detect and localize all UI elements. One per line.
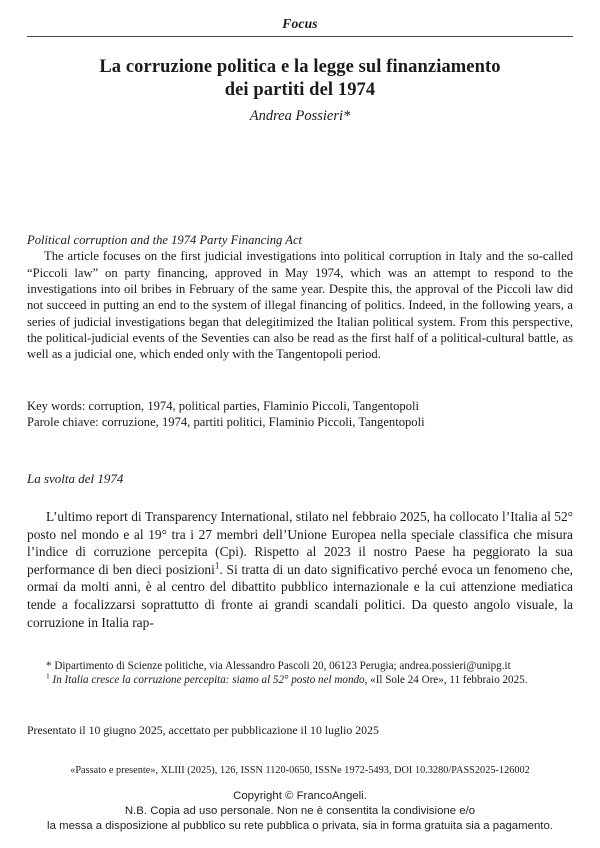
section-heading: La svolta del 1974 xyxy=(27,471,124,486)
footnote-1-marker: 1 xyxy=(46,671,50,681)
footnote-1-title: In Italia cresce la corruzione percepita: siamo al 52° posto nel mondo xyxy=(52,674,365,687)
header-divider xyxy=(27,36,573,37)
copyright-line-1: Copyright © FrancoAngeli. xyxy=(233,790,367,802)
footnote-author-affiliation: * Dipartimento di Scienze politiche, via Alessandro Pascoli 20, 06123 Perugia; andrea.possieri@unipg.it xyxy=(46,660,511,672)
abstract-block xyxy=(27,232,573,363)
footnotes-block xyxy=(27,659,573,687)
copyright-line-3: la messa a disposizione al pubblico su rete pubblica o privata, sia in forma gratuita sia a pagamento. xyxy=(47,820,553,833)
author-byline: Andrea Possieri* xyxy=(249,108,351,124)
abstract-body: The article focuses on the first judicial investigations into political corruption in Italy and the so-called “Piccoli law” on party financing, approved in May 1974, which was an attempt to respond to the investigations into oil bribes in February of the same year. Despite this, the approval of the Piccoli law did not succeed in putting an end to the system of illegal financing of politics. Indeed, in the following years, a series of judicial investigations began that delegitimized the Italian political system. From this perspective, the political-judicial events of the Seventies can also be read as the first half of a political-cultural battle, as well as a judicial one, which ended only with the Tangentopoli period. xyxy=(27,249,573,362)
keywords-italian: Parole chiave: corruzione, 1974, partiti politici, Flaminio Piccoli, Tangentopoli xyxy=(27,415,425,430)
footnote-1 xyxy=(27,673,573,687)
copyright-notice xyxy=(0,789,600,834)
article-title xyxy=(60,56,540,102)
body-paragraph xyxy=(27,508,573,631)
keywords-english: Key words: corruption, 1974, political parties, Flaminio Piccoli, Tangentopoli xyxy=(27,399,420,413)
abstract-title: Political corruption and the 1974 Party Financing Act xyxy=(27,233,303,247)
body-text-block xyxy=(27,508,573,631)
article-title-line-2: dei partiti del 1974 xyxy=(224,80,376,101)
footnote-reference-1[interactable]: 1 xyxy=(214,560,220,571)
running-head: Focus xyxy=(282,16,318,31)
article-title-line-1: La corruzione politica e la legge sul finanziamento xyxy=(99,57,501,78)
submission-dates: Presentato il 10 giugno 2025, accettato per pubblicazione il 10 luglio 2025 xyxy=(27,723,379,737)
body-paragraph-part-2: . Si tratta di un dato significativo perché evoca un fenomeno che, ormai da molti anni, è al centro del dibattito pubblico internazionale e la cui attenzione mediatica tende a focalizzarsi soprattutto di fronte ai grandi scandali politici. Da questo angolo visuale, la corruzione in Italia rap- xyxy=(27,561,573,630)
body-paragraph-part-1: L’ultimo report di Transparency International, stilato nel febbraio 2025, ha collocato l’Italia al 52° posto nel mondo e al 19° tra i 27 membri dell’Unione Europea nella speciale classifica che misura l’indice di corruzione percepita (Cpi). Rispetto al 2023 il nostro Paese ha peggiorato la sua performance di ben dieci posizioni xyxy=(27,509,573,577)
copyright-line-2: N.B. Copia ad uso personale. Non ne è consentita la condivisione e/o xyxy=(124,805,476,818)
keywords-block xyxy=(27,398,573,431)
footnote-1-source: , «Il Sole 24 Ore», 11 febbraio 2025. xyxy=(364,674,528,687)
journal-citation: «Passato e presente», XLIII (2025), 126, ISSN 1120-0650, ISSNe 1972-5493, DOI 10.3280/PASS2025-126002 xyxy=(70,765,530,776)
